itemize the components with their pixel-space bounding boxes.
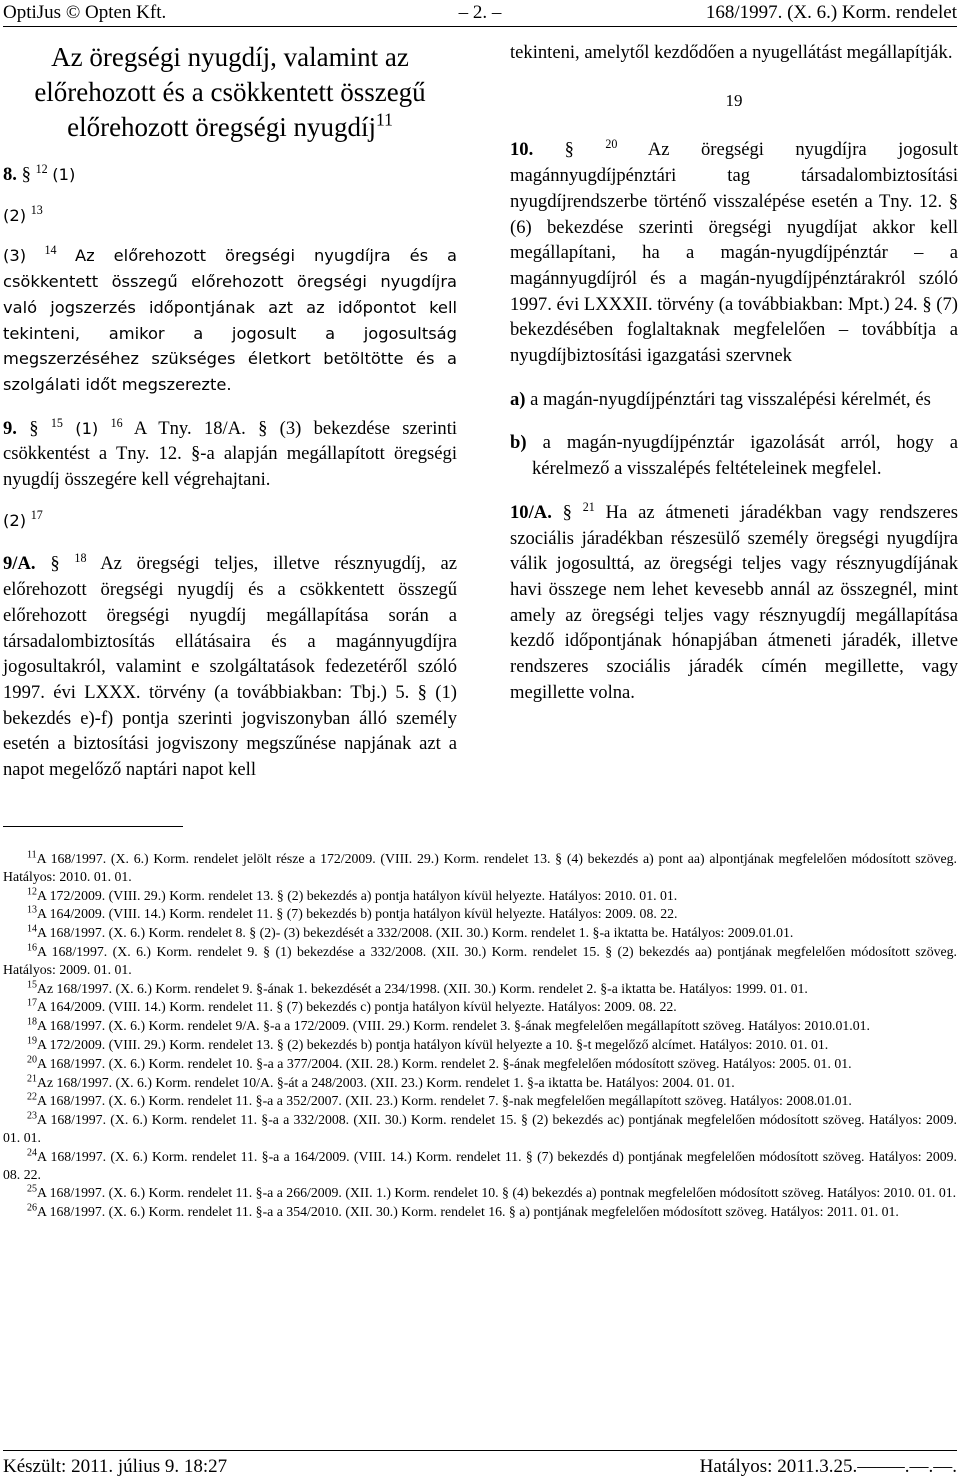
section-title bbox=[3, 40, 457, 145]
title-line-1: Az öregségi nyugdíj, valamint az bbox=[51, 42, 409, 72]
footnote-text: A 168/1997. (X. 6.) Korm. rendelet 9. § (1) bekezdése a 332/2008. (XII. 30.) Korm. rendelet 15. § (2) bekezdés aa) pontjának megfelelően módosított szöveg. Hatályos: 2009. 01. 01. bbox=[3, 943, 957, 977]
paragraph-8-1: 8. § $^{12}$ (1) bbox=[3, 161, 76, 185]
footnote-text: A 168/1997. (X. 6.) Korm. rendelet 11. §-a a 266/2009. (XII. 1.) Korm. rendelet 10. § (4) bekezdés a) pontnak megfelelően módosított szöveg. Hatályos: 2010. 01. 01. bbox=[37, 1185, 957, 1201]
title-line-2: előrehozott és a csökkentett összegű bbox=[34, 77, 426, 107]
footnote-text: A 168/1997. (X. 6.) Korm. rendelet 8. § (2)- (3) bekezdését a 332/2008. (XII. 30.) Korm. rendelet 1. §-a iktatta be. Hatályos: 2009.01.01. bbox=[37, 925, 794, 941]
footnote-ref[interactable]: 21 bbox=[582, 499, 595, 514]
footnote-number: 11 bbox=[27, 849, 37, 861]
paragraph-8-2: (2) $^{13}$ bbox=[3, 202, 43, 225]
footnote-text: A 168/1997. (X. 6.) Korm. rendelet 11. §-a a 354/2010. (XII. 30.) Korm. rendelet 16. § a) pontjának megfelelően módosított szöveg. Hatályos: 2011. 01. 01. bbox=[37, 1204, 899, 1220]
footnote-number: 13 bbox=[27, 904, 37, 916]
footnote-number: 20 bbox=[27, 1054, 37, 1066]
footnote-ref[interactable]: 19 bbox=[725, 90, 743, 110]
footnote-number: 25 bbox=[27, 1183, 37, 1195]
footnote-number: 26 bbox=[27, 1202, 37, 1214]
footnotes bbox=[3, 850, 957, 1222]
footnote-number: 14 bbox=[27, 923, 37, 935]
footnote bbox=[3, 905, 957, 923]
footnote-ref[interactable]: 16 bbox=[110, 415, 123, 430]
footnote-number: 15 bbox=[27, 979, 37, 991]
footnote-text: A 172/2009. (VIII. 29.) Korm. rendelet 13. § (2) bekezdés a) pontja hatályon kívül helyezte. Hatályos: 2010. 01. 01. bbox=[37, 887, 678, 903]
footnote-number: 18 bbox=[27, 1016, 37, 1028]
title-line-3: előrehozott öregségi nyugdíj$^{11}$ bbox=[67, 109, 393, 142]
footer-separator bbox=[3, 1450, 957, 1451]
footnote-number: 19 bbox=[27, 1035, 37, 1047]
footnote-text: Az 168/1997. (X. 6.) Korm. rendelet 10/A. §-át a 248/2003. (XII. 23.) Korm. rendelet 1. §-a iktatta be. Hatályos: 2004. 01. 01. bbox=[37, 1074, 735, 1090]
footnote-ref[interactable]: 11 bbox=[376, 109, 393, 130]
footnote-ref[interactable]: 20 bbox=[605, 137, 618, 152]
list-item-b: b) a magán-nyugdíjpénztár igazolását arról, hogy a kérelmező a visszalépés feltételeinek megfelel. bbox=[510, 432, 958, 480]
footnote-number: 17 bbox=[27, 997, 37, 1009]
footer-created: Készült: 2011. július 9. 18:27 bbox=[3, 1456, 228, 1477]
footnote bbox=[3, 980, 957, 998]
list-item-a: a) a magán-nyugdíjpénztári tag visszalépési kérelmét, és bbox=[510, 388, 931, 410]
footnote-ref[interactable]: 14 bbox=[44, 243, 57, 258]
footnote bbox=[3, 887, 957, 905]
footnote bbox=[3, 1111, 957, 1147]
footnote-text: A 168/1997. (X. 6.) Korm. rendelet jelölt része a 172/2009. (VIII. 29.) Korm. rendelet 13. § (4) bekezdés a) pont aa) alpontjának megfelelően módosított szöveg. Hatályos: 2010. 01. 01. bbox=[3, 851, 957, 884]
header-page-number: – 2. – bbox=[458, 2, 502, 23]
footnote bbox=[3, 998, 957, 1016]
footnote bbox=[3, 1074, 957, 1092]
footnote-text: Az 168/1997. (X. 6.) Korm. rendelet 9. §-ának 1. bekezdését a 234/1998. (XII. 30.) Korm. rendelet 2. §-a iktatta be. Hatályos: 1999. 01. 01. bbox=[37, 980, 808, 996]
footer-effective: Hatályos: 2011.3.25.–––––.––.––. bbox=[699, 1456, 957, 1477]
footnote-text: A 168/1997. (X. 6.) Korm. rendelet 9/A. §-a a 172/2009. (VIII. 29.) Korm. rendelet 3. §-ának megfelelően megállapított szöveg. Hatályos: 2010.01.01. bbox=[37, 1018, 870, 1034]
header-publisher: OptiJus © Opten Kft. bbox=[3, 2, 167, 23]
footnote bbox=[3, 1203, 957, 1221]
right-column bbox=[510, 40, 958, 705]
page-header bbox=[3, 2, 957, 27]
footnote bbox=[3, 1017, 957, 1035]
footnote bbox=[3, 850, 957, 886]
footnote bbox=[3, 1055, 957, 1073]
paragraph-9-2: (2) $^{17}$ bbox=[3, 507, 43, 530]
paragraph-10: 10. § $^{20}$ Az öregségi nyugdíjra jogosult magánnyugdíjpénztári tag társadalombiztosítási nyugdíjrendszerbe történő visszalépése esetén a Tny. 12. § (6) bekezdése szerinti öregségi nyugdíjat akkor kell megállapítani, ha a magán-nyugdíjpénztár – a magánnyugdíjról és a magán-nyugdíjpénztárakról szóló 1997. évi LXXXII. törvény (a továbbiakban: Mpt.) 24. § (7) bekezdésében foglaltaknak megfelelően – továbbítja a nyugdíjbiztosítási igazgatási szervnek bbox=[510, 137, 958, 367]
footnote-text: A 164/2009. (VIII. 14.) Korm. rendelet 11. § (7) bekezdés b) pontja hatályon kívül helyezte. Hatályos: 2009. 08. 22. bbox=[37, 906, 678, 922]
left-column bbox=[3, 40, 457, 783]
page-footer bbox=[3, 1456, 957, 1482]
footnote-number: 21 bbox=[27, 1073, 37, 1085]
footnote-text: A 168/1997. (X. 6.) Korm. rendelet 11. §-a a 352/2007. (XII. 23.) Korm. rendelet 7. §-nak megfelelően megállapított szöveg. Hatályos: 2008.01.01. bbox=[37, 1093, 852, 1109]
footnote-text: A 168/1997. (X. 6.) Korm. rendelet 10. §-a a 377/2004. (XII. 28.) Korm. rendelet 2. §-ának megfelelően módosított szöveg. Hatályos: 2005. 01. 01. bbox=[37, 1055, 852, 1071]
repealed-subtitle-note bbox=[510, 88, 958, 114]
footnote-ref[interactable]: 15 bbox=[50, 415, 63, 430]
footnote-text: A 172/2009. (VIII. 29.) Korm. rendelet 13. § (2) bekezdés b) pontja hatályon kívül helyezte a 10. §-t megelőző alcímet. Hatályos: 2010. 01. 01. bbox=[37, 1036, 829, 1052]
paragraph-9-1: 9. § $^{15}$ (1) $^{16}$ A Tny. 18/A. § (3) bekezdése szerinti csökkentést a Tny. 12. §-a alapján megállapított öregségi nyugdíj összegére kell végrehajtani. bbox=[3, 415, 458, 491]
footnote-number: 22 bbox=[27, 1091, 37, 1103]
paragraph-continuation: tekinteni, amelytől kezdődően a nyugellátást megállapítják. bbox=[510, 42, 953, 63]
footnote-ref[interactable]: 13 bbox=[30, 202, 43, 217]
footnote-number: 16 bbox=[27, 942, 37, 954]
footnote-number: 23 bbox=[27, 1110, 37, 1122]
footnote bbox=[3, 1148, 957, 1184]
paragraph-9a: 9/A. § $^{18}$ Az öregségi teljes, illetve résznyugdíj, az előrehozott öregségi nyugdíj és a csökkentett összegű előrehozott öregségi nyugdíj megállapítása során a társadalombiztosítás ellátásaira és a magánnyugdíjra jogosultakról, valamint e szolgáltatások fedezetéről szóló 1997. évi LXXX. törvény (a továbbiakban: Tbj.) 5. § (1) bekezdés e)-f) pontja szerinti jogviszonyban álló személy esetén a biztosítási jogviszony megszűnése napjának azt a napot megelőző naptári napot kell bbox=[3, 551, 458, 781]
footnote-text: A 164/2009. (VIII. 14.) Korm. rendelet 11. § (7) bekezdés c) pontja hatályon kívül helyezte. Hatályos: 2009. 08. 22. bbox=[37, 999, 677, 1015]
paragraph-8-3: (3) $^{14}$ Az előrehozott öregségi nyugdíjra és a csökkentett összegű előrehozott öregségi nyugdíjra való jogszerzés időpontjának azt az időpontot kell tekinteni, amikor a jogosult a jogosultság megszerzéséhez szükséges életkort betöltötte és a szolgálati időt megszerezte. bbox=[3, 243, 457, 394]
footnote bbox=[3, 1092, 957, 1110]
footnote bbox=[3, 943, 957, 979]
footnote bbox=[3, 1184, 957, 1202]
footnote bbox=[3, 924, 957, 942]
paragraph-10a: 10/A. § $^{21}$ Ha az átmeneti járadékban vagy rendszeres szociális járadékban részesülő személy öregségi nyugdíjra válik jogosulttá, az öregségi teljes vagy résznyugdíjának havi összege nem lehet kevesebb annál az összegnél, mint amely az öregségi teljes vagy résznyugdíj megállapítása kezdő időpontjának hónapjában átmeneti járadék, illetve rendszeres szociális járadék címén megillette, vagy megillette volna. bbox=[510, 499, 959, 703]
footnote-number: 24 bbox=[27, 1147, 37, 1159]
footnote-ref[interactable]: 18 bbox=[74, 551, 87, 566]
footnote-separator bbox=[3, 826, 183, 827]
footnote-ref[interactable]: 17 bbox=[30, 507, 43, 522]
footnote-ref[interactable]: 12 bbox=[35, 161, 48, 176]
footnote bbox=[3, 1036, 957, 1054]
footnote-number: 12 bbox=[27, 886, 37, 898]
footnote-text: A 168/1997. (X. 6.) Korm. rendelet 11. §-a a 164/2009. (VIII. 14.) Korm. rendelet 11. § (7) bekezdés d) pontjának megfelelően módosított szöveg. Hatályos: 2009. 08. 22. bbox=[3, 1148, 957, 1182]
header-document-title: 168/1997. (X. 6.) Korm. rendelet bbox=[705, 2, 957, 23]
footnote-text: A 168/1997. (X. 6.) Korm. rendelet 11. §-a a 332/2008. (XII. 30.) Korm. rendelet 15. § (2) bekezdés ac) pontjának megfelelően módosított szöveg. Hatályos: 2009. 01. 01. bbox=[3, 1112, 957, 1145]
